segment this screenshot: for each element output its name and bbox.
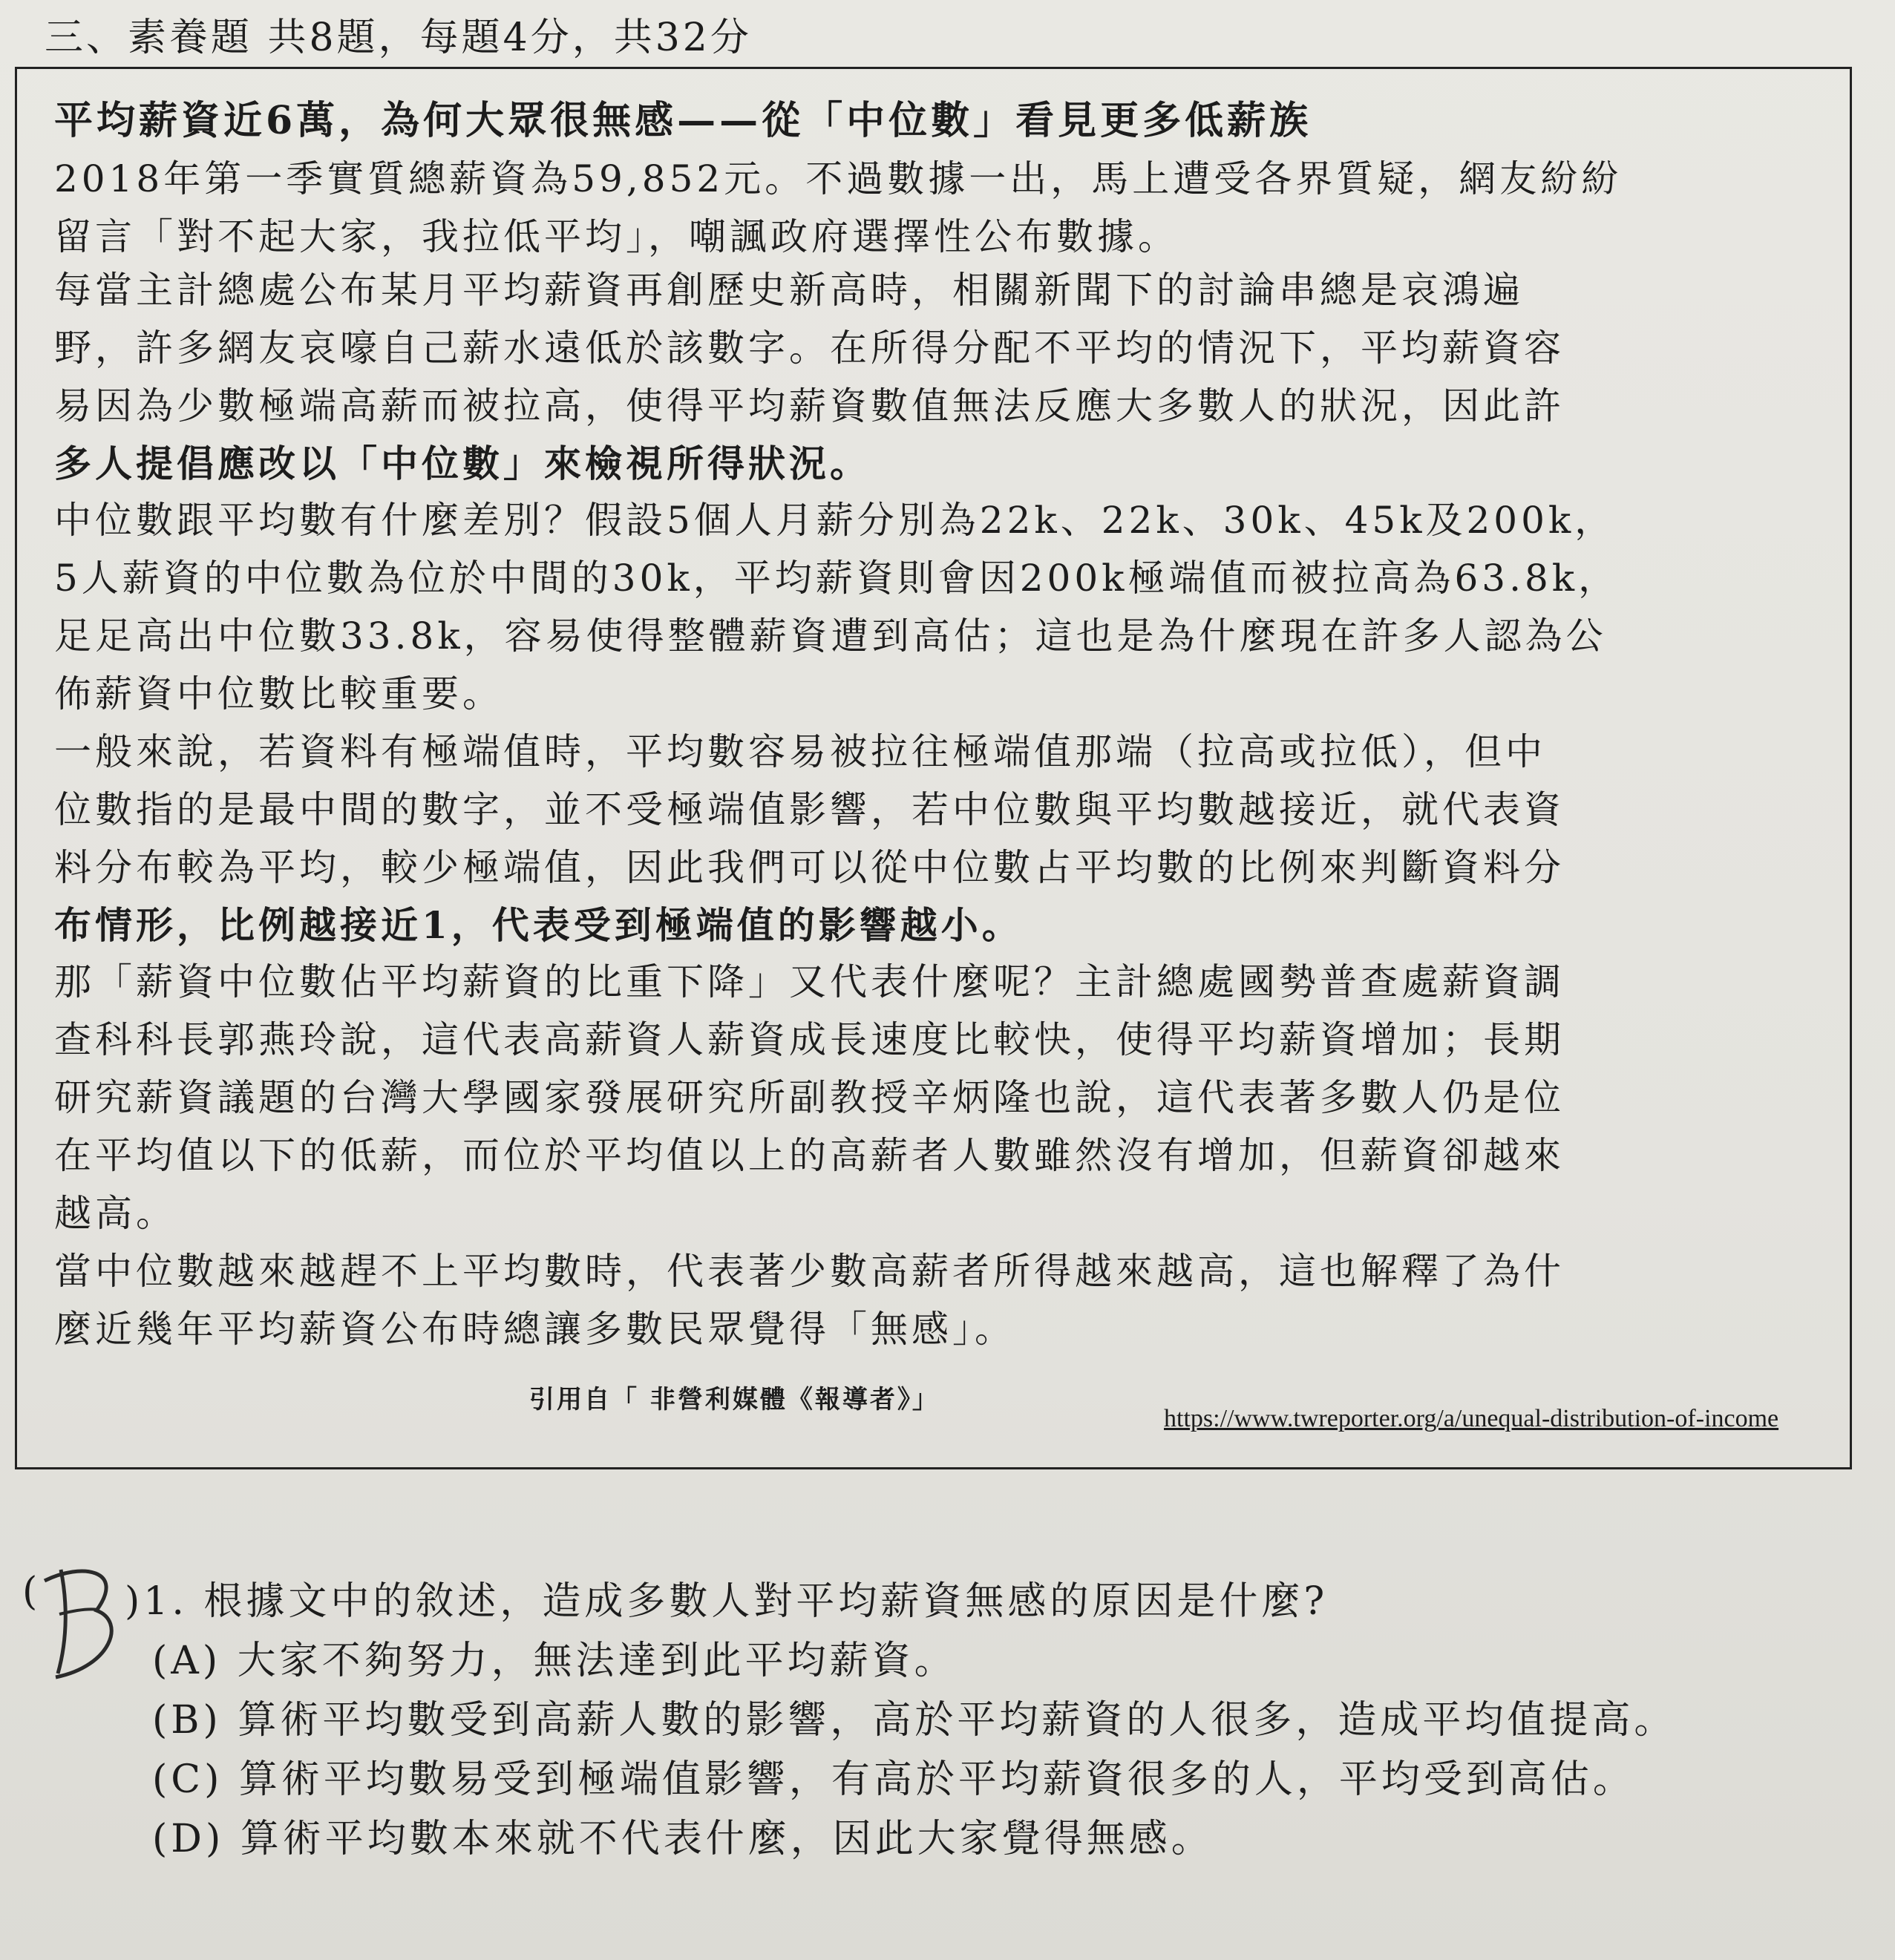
article-line: 2018年第一季實質總薪資為59,852元。不過數據一出，馬上遭受各界質疑，網友紛紛 <box>54 157 1623 200</box>
option-a[interactable]: (A) 大家不夠努力，無法達到此平均薪資。 <box>152 1639 957 1683</box>
section-header: 三、素養題 共8題，每題4分，共32分 <box>45 16 752 60</box>
option-c[interactable]: (C) 算術平均數易受到極端值影響，有高於平均薪資很多的人，平均受到高估。 <box>152 1757 1635 1802</box>
article-line: 當中位數越來越趕不上平均數時，代表著少數高薪者所得越來越高，這也解釋了為什 <box>54 1250 1565 1293</box>
article-line: 料分布較為平均，較少極端值，因此我們可以從中位數占平均數的比例來判斷資料分 <box>54 846 1565 889</box>
answer-open-paren: ( <box>22 1570 42 1614</box>
article-line: 在平均值以下的低薪，而位於平均值以上的高薪者人數雖然沒有增加，但薪資卻越來 <box>54 1134 1565 1177</box>
article-line: 位數指的是最中間的數字，並不受極端值影響，若中位數與平均數越接近，就代表資 <box>54 788 1565 831</box>
article-line: 佈薪資中位數比較重要。 <box>54 672 503 715</box>
article-line: 中位數跟平均數有什麼差別？假設5個人月薪分別為22k、22k、30k、45k及200k， <box>54 499 1616 542</box>
article-line: 布情形，比例越接近1，代表受到極端值的影響越小。 <box>54 903 1023 947</box>
source-url[interactable]: https://www.twreporter.org/a/unequal-distribution-of-income <box>1164 1405 1779 1432</box>
option-b[interactable]: (B) 算術平均數受到高薪人數的影響，高於平均薪資的人很多，造成平均值提高。 <box>152 1698 1677 1743</box>
article-line: 研究薪資議題的台灣大學國家發展研究所副教授辛炳隆也說，這代表著多數人仍是位 <box>54 1076 1565 1119</box>
article-line: 留言「對不起大家，我拉低平均」，嘲諷政府選擇性公布數據。 <box>54 215 1179 258</box>
article-line: 查科科長郭燕玲說，這代表高薪資人薪資成長速度比較快，使得平均薪資增加；長期 <box>54 1018 1565 1061</box>
question-prompt: )1. 根據文中的敘述，造成多數人對平均薪資無感的原因是什麼? <box>125 1579 1329 1624</box>
source-label: 引用自「 非營利媒體《報導者》」 <box>529 1385 940 1415</box>
article-title: 平均薪資近6萬，為何大眾很無感——從「中位數」看見更多低薪族 <box>54 98 1312 143</box>
article-line: 那「薪資中位數佔平均薪資的比重下降」又代表什麼呢？主計總處國勢普查處薪資調 <box>54 960 1565 1003</box>
article-line: 野，許多網友哀嚎自己薪水遠低於該數字。在所得分配不平均的情況下，平均薪資容 <box>54 327 1565 370</box>
article-line: 多人提倡應改以「中位數」來檢視所得狀況。 <box>54 442 871 485</box>
article-line: 5人薪資的中位數為位於中間的30k，平均薪資則會因200k極端值而被拉高為63.8k， <box>54 557 1620 600</box>
article-box <box>15 67 1852 1469</box>
article-line: 越高。 <box>54 1192 177 1235</box>
option-d[interactable]: (D) 算術平均數本來就不代表什麼，因此大家覺得無感。 <box>152 1817 1214 1861</box>
article-line: 易因為少數極端高薪而被拉高，使得平均薪資數值無法反應大多數人的狀況，因此許 <box>54 384 1565 427</box>
article-line: 一般來說，若資料有極端值時，平均數容易被拉往極端值那端（拉高或拉低），但中 <box>54 730 1546 773</box>
article-line: 麼近幾年平均薪資公布時總讓多數民眾覺得「無感」。 <box>54 1308 1015 1351</box>
article-line: 每當主計總處公布某月平均薪資再創歷史新高時，相關新聞下的討論串總是哀鴻遍 <box>54 269 1524 312</box>
article-line: 足足高出中位數33.8k，容易使得整體薪資遭到高估；這也是為什麼現在許多人認為公 <box>54 614 1607 658</box>
